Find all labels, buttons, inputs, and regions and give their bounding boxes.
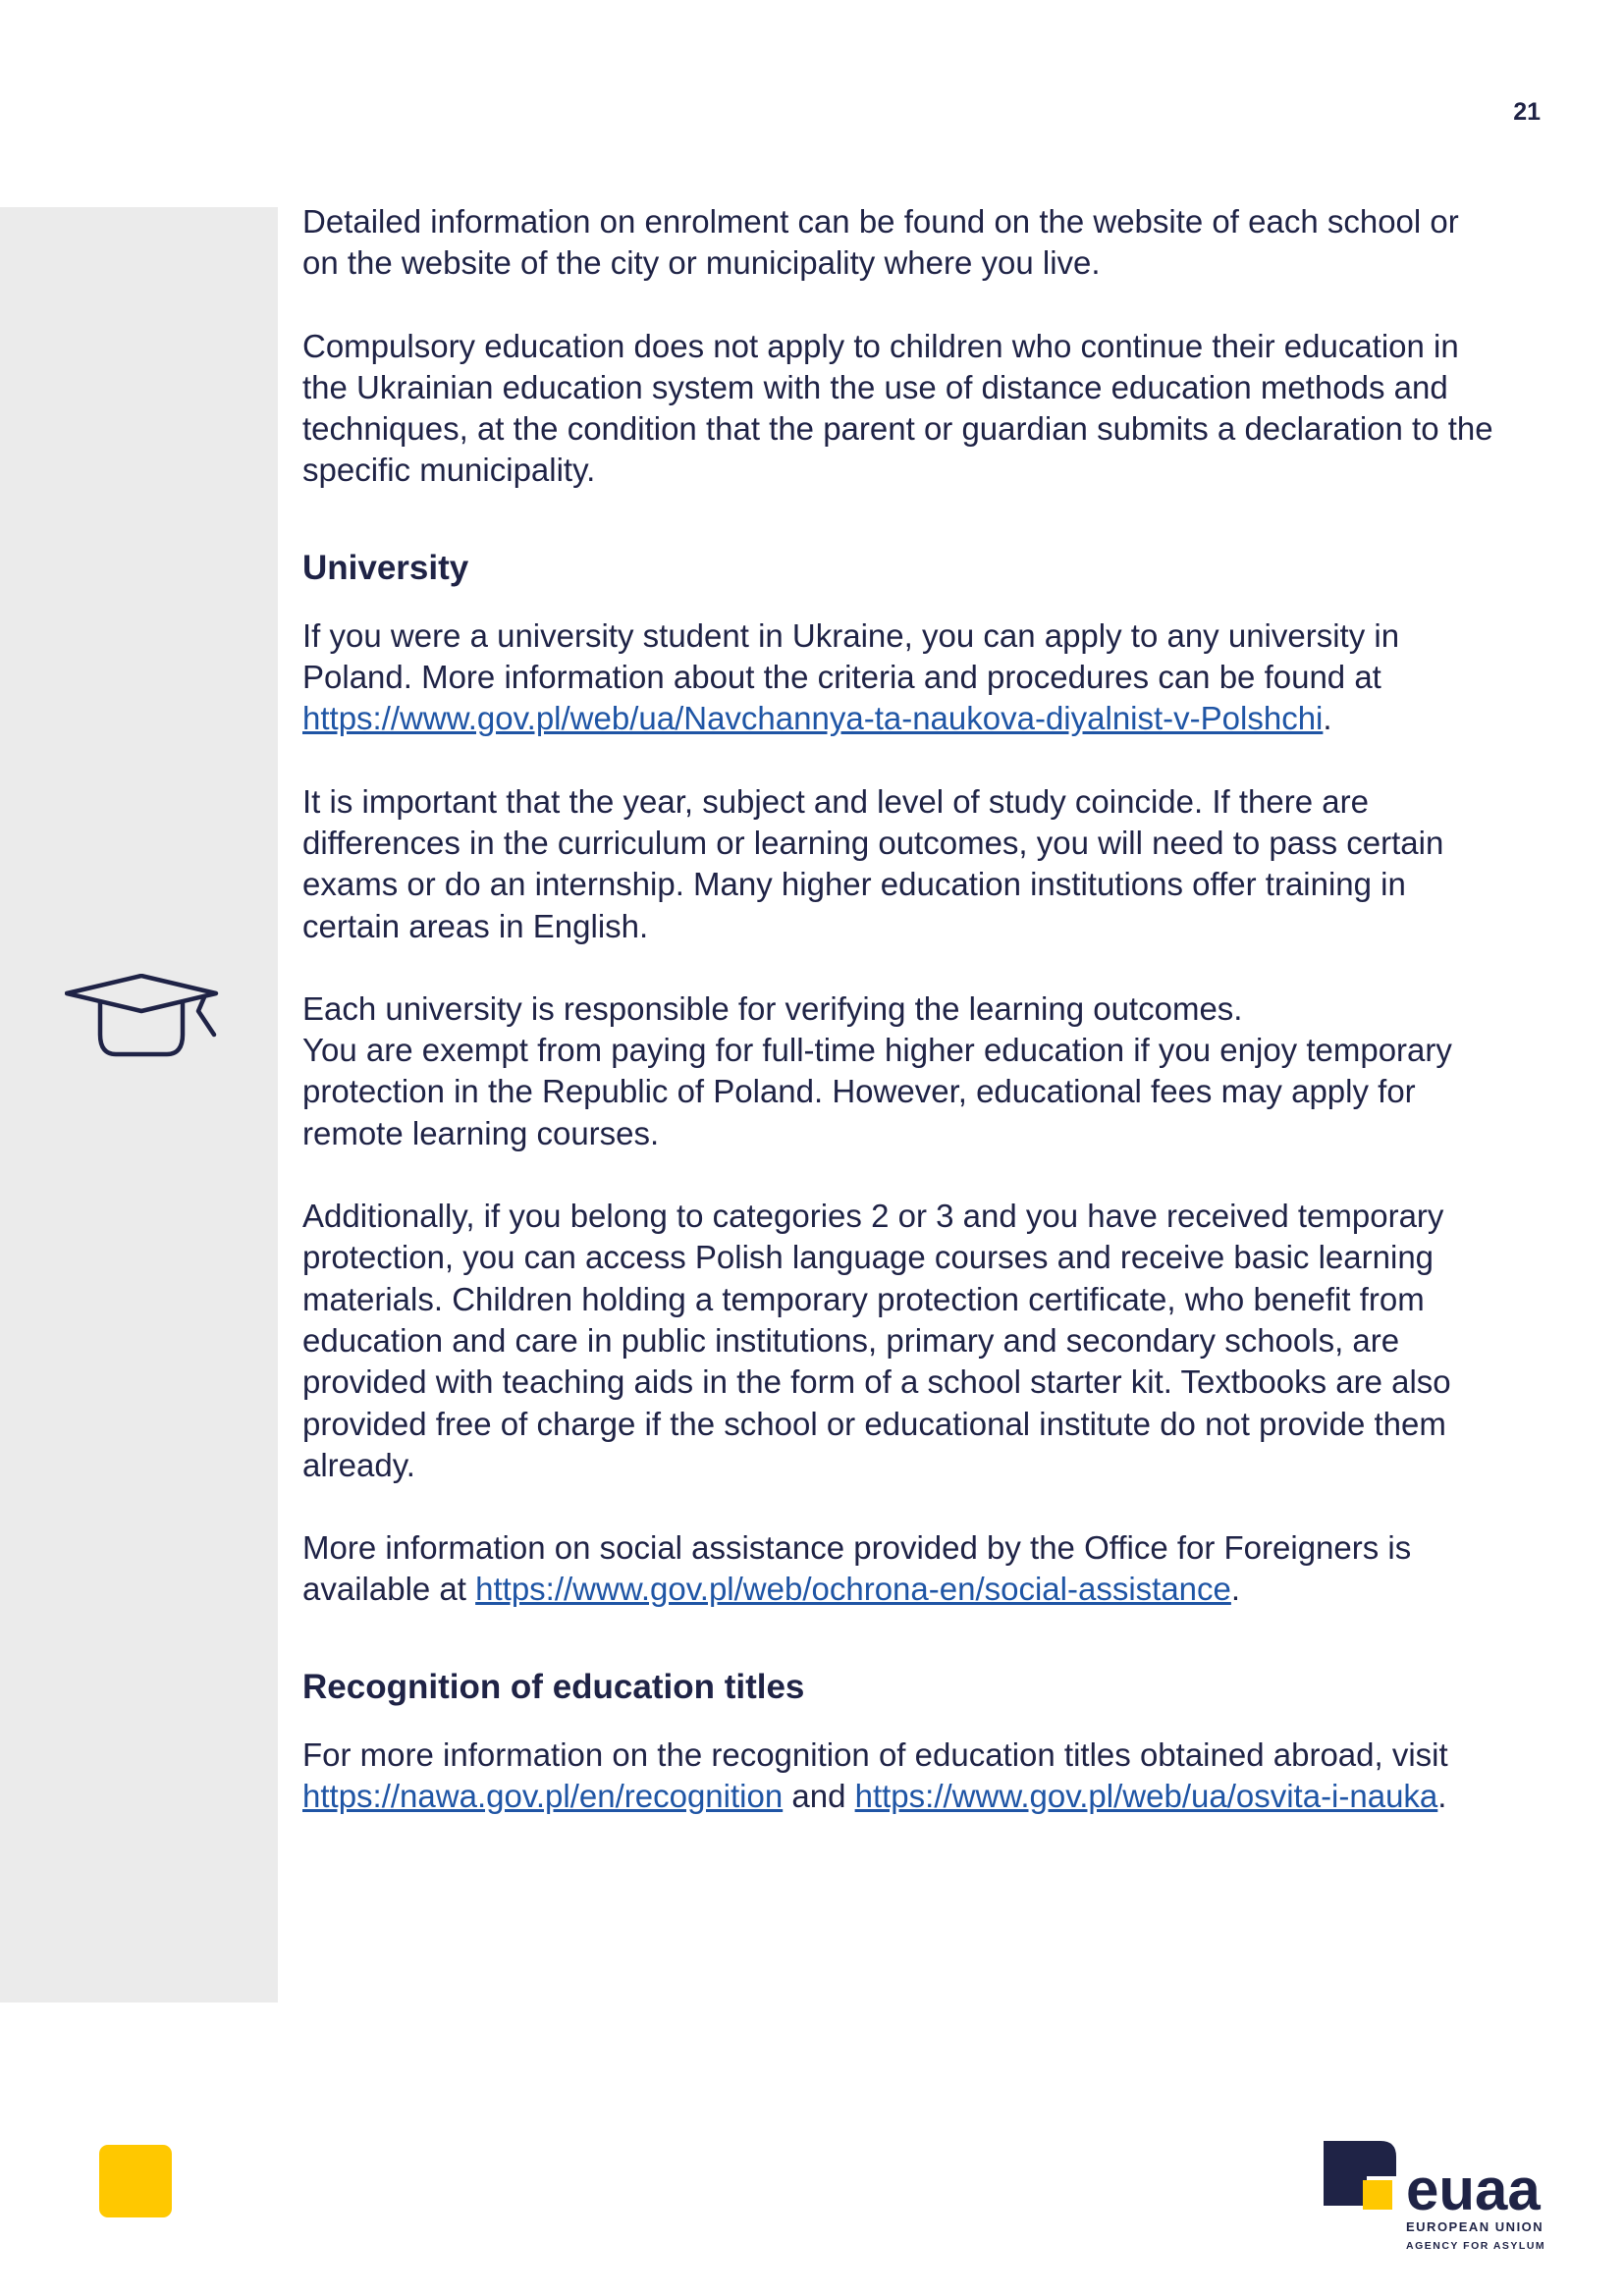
text: More information on social assistance provided by the Office for Foreigners is available at [302,1529,1412,1608]
link-nawa-recognition[interactable]: https://nawa.gov.pl/en/recognition [302,1778,784,1815]
paragraph-enrolment: Detailed information on enrolment can be found on the website of each school or on the website of the city or municipality where you live. [302,203,1459,282]
logo-line-2: AGENCY FOR ASYLUM [1406,2240,1546,2252]
paragraph-university-apply [302,615,1500,740]
text: . [1323,700,1332,737]
heading-recognition: Recognition of education titles [302,1667,805,1706]
logo-line-1: EUROPEAN UNION [1406,2219,1544,2234]
link-gov-pl-navchannya[interactable]: https://www.gov.pl/web/ua/Navchannya-ta-naukova-diyalnist-v-Polshchi [302,700,1324,737]
text: For more information on the recognition of education titles obtained abroad, visit [302,1735,1448,1773]
link-social-assistance[interactable]: https://www.gov.pl/web/ochrona-en/social-assistance [475,1571,1231,1608]
text: If you were a university student in Ukraine, you can apply to any university in Poland. More information about the criteria and procedures can be found at [302,616,1400,696]
page-number: 21 [1513,98,1541,126]
yellow-accent-square [99,2145,172,2217]
text: . [1437,1778,1447,1815]
heading-university: University [302,548,469,587]
text: Each university is responsible for verifying the learning outcomes. [302,989,1243,1027]
paragraph-exempt-fees [302,988,1500,1154]
paragraph-compulsory-education: Compulsory education does not apply to children who continue their education in the Ukrainian education system with the use of distance education methods and techniques, at the condition that the parent or guardian submits a declaration to the specific municipality. [302,327,1493,489]
text: and [783,1778,855,1815]
side-panel [0,207,278,2002]
text: . [1230,1571,1241,1608]
graduation-cap-icon [65,974,222,1072]
paragraph-study-coincide: It is important that the year, subject and level of study coincide. If there are differences in the curriculum or learning outcomes, you will need to pass certain exams or do an internship. Many higher education institutions offer training in certain areas in English. [302,782,1444,944]
paragraph-recognition [302,1735,1500,1818]
link-gov-pl-osvita[interactable]: https://www.gov.pl/web/ua/osvita-i-nauka [854,1778,1438,1815]
main-content [302,201,1500,1858]
paragraph-additional-support: Additionally, if you belong to categories 2 or 3 and you have received temporary protection, you can access Polish language courses and receive basic learning materials. Children holding a temporary protection certificate, who benefit from education and care in public institutions, primary and secondary schools, are provided with teaching aids in the form of a school starter kit. Textbooks are also provided free of charge if the school or educational institute do not provide them already. [302,1198,1451,1483]
text: You are exempt from paying for full-time higher education if you enjoy temporary protection in the Republic of Poland. However, educational fees may apply for remote learning courses. [302,1032,1452,1151]
logo-wordmark: euaa [1406,2157,1541,2222]
paragraph-social-assistance [302,1527,1500,1611]
